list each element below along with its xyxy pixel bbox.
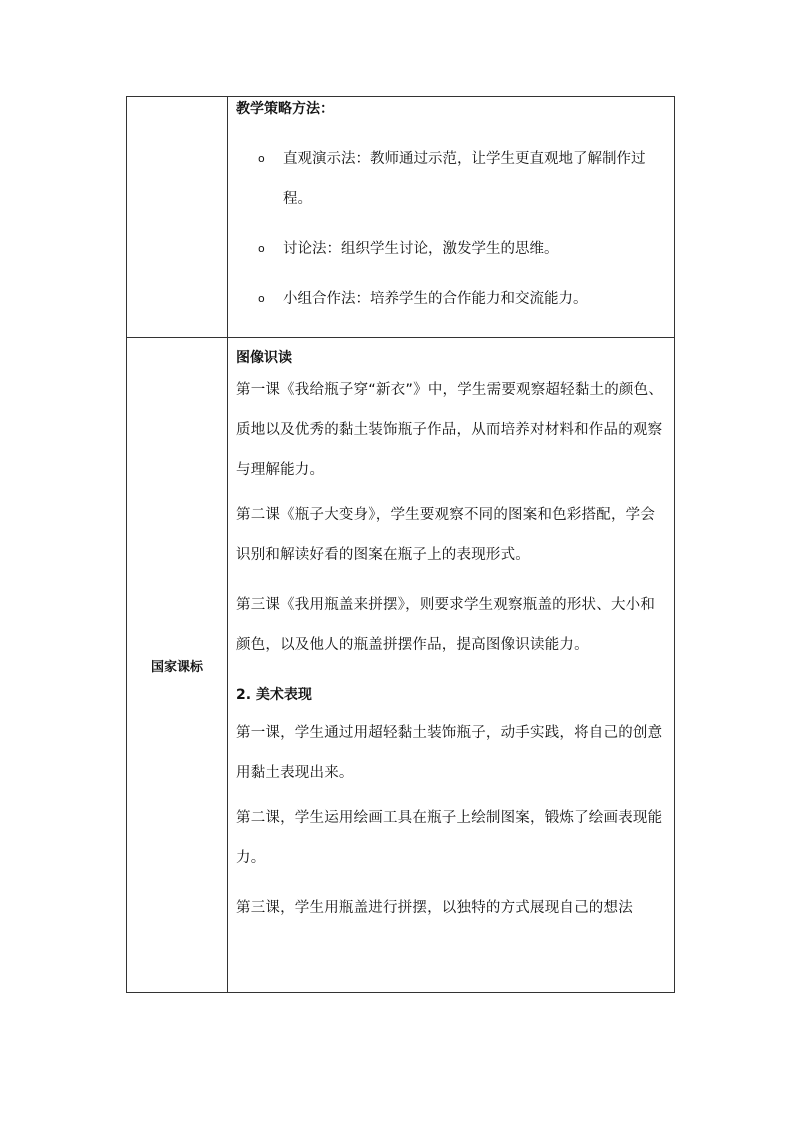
paragraph: 第三课《我用瓶盖来拼摆》，则要求学生观察瓶盖的形状、大小和颜色，以及他人的瓶盖拼摆作品，提高图像识读能力。 <box>236 597 656 653</box>
strategy-heading: 教学策略方法： <box>236 101 334 117</box>
list-item-text: 讨论法：组织学生讨论，激发学生的思维。 <box>283 241 559 257</box>
standards-row <box>127 338 675 993</box>
strategy-list <box>236 139 668 319</box>
bullet-circle-icon: o <box>258 152 265 165</box>
standards-cell <box>228 338 675 993</box>
list-item-text: 直观演示法：教师通过示范，让学生更直观地了解制作过程。 <box>283 151 646 207</box>
list-item <box>236 139 668 219</box>
section-heading-image-reading: 图像识读 <box>236 350 292 366</box>
list-item-text: 小组合作法：培养学生的合作能力和交流能力。 <box>283 291 588 307</box>
strategy-left-cell <box>127 97 228 338</box>
strategy-row <box>127 97 675 338</box>
bullet-circle-icon: o <box>258 242 265 255</box>
paragraph: 第一课《我给瓶子穿“新衣”》中，学生需要观察超轻黏土的颜色、质地以及优秀的黏土装饰瓶子作品，从而培养对材料和作品的观察与理解能力。 <box>236 382 664 478</box>
standards-label: 国家课标 <box>127 338 228 993</box>
lesson-plan-table <box>126 96 675 993</box>
list-item <box>236 279 668 319</box>
list-item <box>236 229 668 269</box>
strategy-cell <box>228 97 675 338</box>
paragraph: 第一课，学生通过用超轻黏土装饰瓶子，动手实践，将自己的创意用黏土表现出来。 <box>236 725 663 781</box>
paragraph: 第二课《瓶子大变身》，学生要观察不同的图案和色彩搭配，学会识别和解读好看的图案在瓶子上的表现形式。 <box>236 507 656 563</box>
bullet-circle-icon: o <box>258 292 265 305</box>
paragraph: 第二课，学生运用绘画工具在瓶子上绘制图案，锻炼了绘画表现能力。 <box>236 810 663 866</box>
section-heading-art-expression: 2. 美术表现 <box>236 687 312 703</box>
paragraph: 第三课，学生用瓶盖进行拼摆，以独特的方式展现自己的想法 <box>236 900 633 916</box>
